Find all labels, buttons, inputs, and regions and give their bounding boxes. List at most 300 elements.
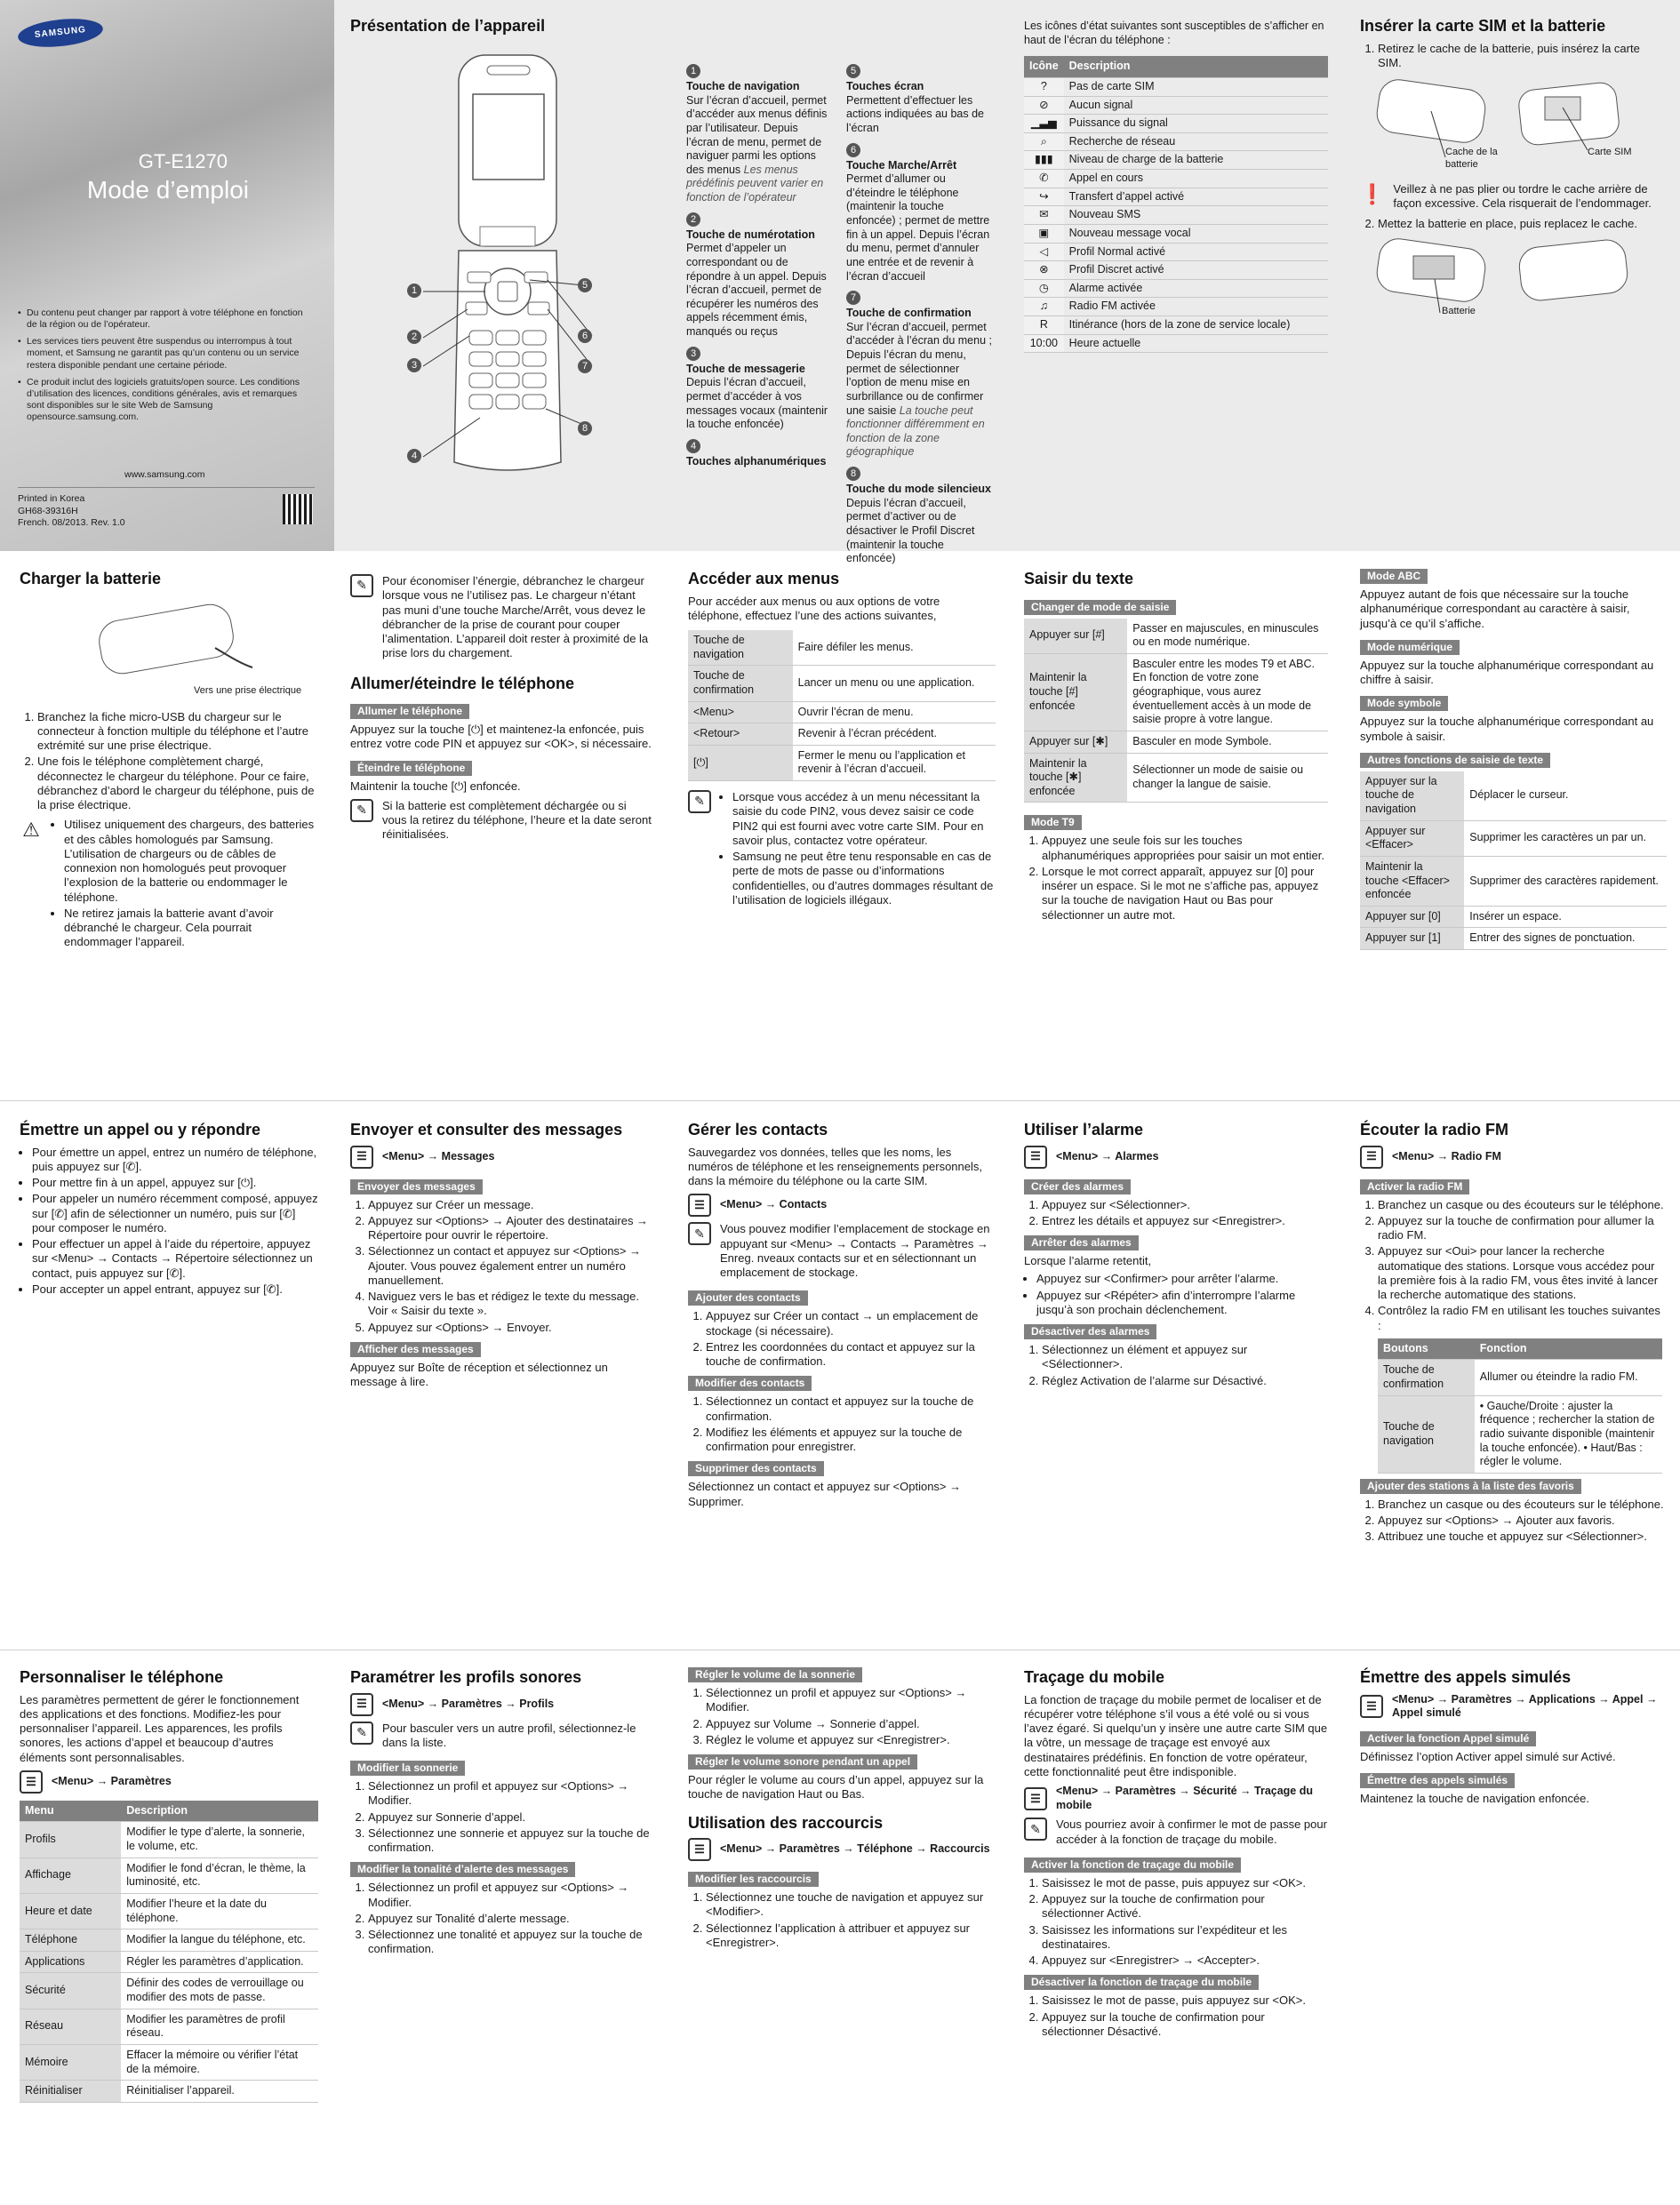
tracker-step: 2. Appuyez sur la touche de confirmation pour sélectionner Désactivé. xyxy=(1042,2010,1328,2040)
menu-icon: ☰ xyxy=(688,1838,711,1861)
key-name: Touche de messagerie xyxy=(686,362,805,375)
section-title: Utiliser l’alarme xyxy=(1024,1121,1144,1138)
key-description xyxy=(686,439,833,469)
status-icons-table xyxy=(1024,56,1328,353)
body-text: Lorsque l’alarme retentit, xyxy=(1024,1254,1152,1267)
menu-path xyxy=(1360,1693,1667,1721)
alarm-step: 1. Sélectionnez un élément et appuyez sur <Sélectionner>. xyxy=(1042,1343,1328,1372)
battery-illustration xyxy=(1360,233,1667,331)
volume-step: 3. Réglez le volume et appuyez sur <Enregistrer>. xyxy=(706,1733,996,1747)
charge-section xyxy=(20,569,318,957)
key-name: Touches écran xyxy=(846,80,924,92)
row-value: Ouvrir l’écran de menu. xyxy=(793,701,996,723)
status-icon: ⌕ xyxy=(1024,132,1064,151)
menu-row xyxy=(688,723,996,746)
radio-controls-table xyxy=(1378,1338,1662,1474)
subheading: Modifier la sonnerie xyxy=(350,1761,465,1776)
row-value: Passer en majuscules, en minuscules ou en mode numérique. xyxy=(1127,619,1328,654)
row-value: Supprimer des caractères rapidement. xyxy=(1464,856,1667,906)
send-step: 3. Sélectionnez un contact et appuyez sur <Options> → Ajouter. Vous pouvez également entrer un numéro manuellement. xyxy=(368,1244,652,1288)
icon-row xyxy=(1024,77,1328,96)
menu-path xyxy=(1360,1146,1667,1169)
key-number: 2 xyxy=(686,212,700,227)
note-icon: ✎ xyxy=(350,1722,373,1745)
energy-note xyxy=(350,574,652,661)
section-title: Allumer/éteindre le téléphone xyxy=(350,674,575,692)
tone-step: 3. Sélectionnez une tonalité et appuyez sur la touche de confirmation. xyxy=(368,1928,652,1957)
row-value: Réinitialiser l’appareil. xyxy=(121,2081,318,2103)
status-icon: R xyxy=(1024,316,1064,335)
body-text: Définissez l’option Activer appel simulé sur Activé. xyxy=(1360,1749,1616,1763)
subheading: Régler le volume de la sonnerie xyxy=(688,1667,862,1682)
favorite-step: 3. Attribuez une touche et appuyez sur <Sélectionner>. xyxy=(1378,1530,1667,1544)
note-icon: ✎ xyxy=(688,1222,711,1245)
menu-row xyxy=(688,630,996,666)
column-header: Fonction xyxy=(1475,1338,1662,1360)
body-text: Appuyez autant de fois que nécessaire sur la touche alphanumérique correspondant au caractère à saisir, jusqu’à ce qu’il s’affiche. xyxy=(1360,587,1630,630)
divider xyxy=(0,1100,1680,1101)
phone-drawing xyxy=(388,53,601,480)
menus-note xyxy=(688,790,996,909)
icon-description: Transfert d’appel activé xyxy=(1064,188,1328,206)
profiles-note xyxy=(350,1722,652,1751)
doc-code: GH68-39316H xyxy=(18,505,78,516)
menu-path xyxy=(20,1770,318,1794)
radio-step: 1. Branchez un casque ou des écouteurs sur le téléphone. xyxy=(1378,1198,1667,1212)
row-value: Fermer le menu ou l’application et revenir à l’écran d’accueil. xyxy=(793,745,996,780)
note-text: • Samsung ne peut être tenu responsable en cas de perte de mots de passe ou d’informations confidentielles, ou d’autres dommages résultant de l’utilisation de logiciels illégaux. xyxy=(732,850,996,907)
icon-row xyxy=(1024,132,1328,151)
callout-7: 7 xyxy=(578,359,592,373)
row-key: Touche de navigation xyxy=(1378,1395,1475,1473)
send-step: 4. Naviguez vers le bas et rédigez le texte du message. Voir « Saisir du texte ». xyxy=(368,1290,652,1319)
add-step: 1. Appuyez sur Créer un contact → un emplacement de stockage (si nécessaire). xyxy=(706,1309,996,1338)
settings-row xyxy=(20,2081,318,2103)
row-value: • Gauche/Droite : ajuster la fréquence ; rechercher la station de radio suivante disponible (maintenir la touche enfoncée). • Haut/Bas : régler le volume. xyxy=(1475,1395,1662,1473)
tracker-step: 1. Saisissez le mot de passe, puis appuyez sur <OK>. xyxy=(1042,1876,1328,1890)
personalize-section xyxy=(20,1667,318,2103)
path-text: <Menu> → Alarmes xyxy=(1056,1149,1159,1162)
favorite-step: 2. Appuyez sur <Options> → Ajouter aux favoris. xyxy=(1378,1514,1667,1528)
menu-icon: ☰ xyxy=(1360,1146,1383,1169)
menu-icon: ☰ xyxy=(1360,1695,1383,1718)
sim-section xyxy=(1360,16,1667,331)
cover-notice: • Ce produit inclut des logiciels gratuits/open source. Les conditions d’utilisation des licences, conditions générales, avis et remarques sont disponibles sur le site Web de Samsung opensource.samsung.com. xyxy=(18,377,311,424)
alarm-step: 2. Réglez Activation de l’alarme sur Désactivé. xyxy=(1042,1374,1328,1388)
radio-step: 4. Contrôlez la radio FM en utilisant les touches suivantes : xyxy=(1378,1304,1667,1333)
charger-drawing xyxy=(20,595,313,683)
charger-illustration xyxy=(20,595,318,705)
sim-step: 1. Retirez le cache de la batterie, puis insérez la carte SIM. xyxy=(1378,42,1667,71)
menus-table xyxy=(688,630,996,781)
path-text: <Menu> → Paramètres xyxy=(52,1774,172,1787)
battery-label: Batterie xyxy=(1442,305,1476,316)
note-icon: ✎ xyxy=(688,790,711,813)
row-value: Supprimer les caractères un par un. xyxy=(1464,820,1667,856)
shortcut-step: 2. Sélectionnez l’application à attribuer et appuyez sur <Enregistrer>. xyxy=(706,1921,996,1951)
callout-4: 4 xyxy=(407,449,421,463)
key-text: Depuis l’écran d’accueil, permet d’accéder à vos messages vocaux (maintenir la touche enfoncée) xyxy=(686,376,828,431)
icon-row xyxy=(1024,115,1328,133)
row-key: Sécurité xyxy=(20,1973,121,2009)
row-key: [⏻] xyxy=(688,745,793,780)
row-value: Basculer en mode Symbole. xyxy=(1127,731,1328,753)
text-function-row xyxy=(1360,820,1667,856)
row-key: Profils xyxy=(20,1822,121,1857)
tone-step: 1. Sélectionnez un profil et appuyez sur <Options> → Modifier. xyxy=(368,1881,652,1910)
divider xyxy=(18,487,315,488)
subheading: Mode symbole xyxy=(1360,696,1448,711)
status-icon: ✆ xyxy=(1024,170,1064,188)
row-key: Mémoire xyxy=(20,2044,121,2080)
settings-row xyxy=(20,1951,318,1973)
row-key: Appuyer sur [1] xyxy=(1360,928,1464,950)
text-modes-section xyxy=(1360,569,1667,950)
settings-table xyxy=(20,1801,318,2103)
icon-row xyxy=(1024,298,1328,316)
row-key: Maintenir la touche <Effacer> enfoncée xyxy=(1360,856,1464,906)
body-text: Pour régler le volume au cours d’un appel, appuyez sur la touche de navigation Haut ou Bas. xyxy=(688,1773,984,1802)
radio-control-row xyxy=(1378,1395,1662,1473)
status-icon: ♫ xyxy=(1024,298,1064,316)
battery-drawing xyxy=(1360,233,1662,331)
subheading: Régler le volume sonore pendant un appel xyxy=(688,1754,917,1770)
send-step: 5. Appuyez sur <Options> → Envoyer. xyxy=(368,1321,652,1335)
row-key: <Menu> xyxy=(688,701,793,723)
favorite-step: 1. Branchez un casque ou des écouteurs sur le téléphone. xyxy=(1378,1498,1667,1512)
row-value: Modifier le fond d’écran, le thème, la luminosité, etc. xyxy=(121,1857,318,1893)
row-key: Maintenir la touche [✱] enfoncée xyxy=(1024,753,1127,803)
subheading: Activer la fonction Appel simulé xyxy=(1360,1731,1536,1746)
subheading: Mode ABC xyxy=(1360,569,1428,584)
samsung-logo: SAMSUNG xyxy=(17,15,105,51)
section-title: Utilisation des raccourcis xyxy=(688,1813,884,1832)
note-icon: ✎ xyxy=(350,799,373,822)
radio-step: 3. Appuyez sur <Oui> pour lancer la recherche automatique des stations. Lorsque vous accédez pour la première fois à la radio FM, vous êtes invité à lancer la recherche automatique des stations. xyxy=(1378,1244,1667,1302)
icon-description: Profil Normal activé xyxy=(1064,243,1328,261)
text-function-row xyxy=(1360,856,1667,906)
row-value: Insérer un espace. xyxy=(1464,906,1667,928)
row-key: Appuyer sur la touche de navigation xyxy=(1360,771,1464,820)
settings-row xyxy=(20,1893,318,1929)
key-name: Touche de navigation xyxy=(686,80,800,92)
keys-column-1 xyxy=(686,64,833,475)
icon-description: Itinérance (hors de la zone de service locale) xyxy=(1064,316,1328,335)
key-description xyxy=(846,291,993,459)
callout-1: 1 xyxy=(407,284,421,298)
settings-row xyxy=(20,2009,318,2044)
subheading: Mode numérique xyxy=(1360,640,1460,655)
note-text: Pour basculer vers un autre profil, sélectionnez-le dans la liste. xyxy=(382,1721,636,1749)
key-text: Permet d’appeler un correspondant ou de répondre à un appel. Depuis l’écran d’accueil, permet de récupérer les numéros des appels récemment émis, manqués ou reçus xyxy=(686,242,827,338)
alarm-section xyxy=(1024,1120,1328,1390)
call-instruction: • Pour mettre fin à un appel, appuyez sur [⏻]. xyxy=(32,1176,318,1190)
warning-note xyxy=(1360,182,1667,212)
text-function-row xyxy=(1360,906,1667,928)
icon-row xyxy=(1024,170,1328,188)
icon-row xyxy=(1024,151,1328,170)
profiles-section xyxy=(350,1667,652,1959)
icons-intro: Les icônes d’état suivantes sont susceptibles de s’afficher en haut de l’écran du téléphone : xyxy=(1024,20,1324,46)
key-name: Touche de numérotation xyxy=(686,228,815,241)
sim-illustration xyxy=(1360,72,1667,177)
settings-row xyxy=(20,1857,318,1893)
section-title: Présentation de l’appareil xyxy=(350,17,546,35)
section-title: Accéder aux menus xyxy=(688,570,840,587)
menu-icon: ☰ xyxy=(350,1146,373,1169)
radio-step: 2. Appuyez sur la touche de confirmation pour allumer la radio FM. xyxy=(1378,1214,1667,1243)
input-mode-row xyxy=(1024,753,1328,803)
key-number: 1 xyxy=(686,64,700,78)
phone-illustration xyxy=(388,53,601,480)
call-instruction: • Pour accepter un appel entrant, appuyez sur [✆]. xyxy=(32,1282,318,1297)
text-function-row xyxy=(1360,771,1667,820)
row-value: Entrer des signes de ponctuation. xyxy=(1464,928,1667,950)
ringtone-step: 1. Sélectionnez un profil et appuyez sur <Options> → Modifier. xyxy=(368,1779,652,1809)
subheading: Modifier les raccourcis xyxy=(688,1872,819,1887)
cover-notice: • Les services tiers peuvent être suspendus ou interrompus à tout moment, et Samsung ne garantit pas qu’un contenu ou un service restera disponible pendant une certaine période. xyxy=(18,336,311,371)
edit-step: 2. Modifiez les éléments et appuyez sur la touche de confirmation pour enregistrer. xyxy=(706,1426,996,1455)
key-number: 7 xyxy=(846,291,860,305)
warning-icon: ❗ xyxy=(1360,183,1385,205)
status-icon: ✉ xyxy=(1024,206,1064,225)
edit-step: 1. Sélectionnez un contact et appuyez sur la touche de confirmation. xyxy=(706,1394,996,1424)
key-number: 5 xyxy=(846,64,860,78)
icon-description: Appel en cours xyxy=(1064,170,1328,188)
ringtone-step: 3. Sélectionnez une sonnerie et appuyez sur la touche de confirmation. xyxy=(368,1826,652,1856)
ringtone-step: 2. Appuyez sur Sonnerie d’appel. xyxy=(368,1810,652,1825)
input-mode-row xyxy=(1024,653,1328,731)
messages-section xyxy=(350,1120,652,1393)
add-step: 2. Entrez les coordonnées du contact et appuyez sur la touche de confirmation. xyxy=(706,1340,996,1370)
row-key: Téléphone xyxy=(20,1929,121,1952)
section-title: Personnaliser le téléphone xyxy=(20,1668,224,1686)
key-description xyxy=(686,347,833,432)
presentation-section xyxy=(350,16,990,42)
shortcut-step: 1. Sélectionnez une touche de navigation et appuyez sur <Modifier>. xyxy=(706,1890,996,1920)
section-title: Écouter la radio FM xyxy=(1360,1121,1509,1138)
body-text: Appuyez sur la touche [⏻] et maintenez-la enfoncée, puis entrez votre code PIN et appuyez sur <OK>, si nécessaire. xyxy=(350,723,652,751)
menu-icon: ☰ xyxy=(1024,1787,1047,1810)
icon-row xyxy=(1024,334,1328,353)
icon-description: Niveau de charge de la batterie xyxy=(1064,151,1328,170)
icon-description: Profil Discret activé xyxy=(1064,261,1328,280)
warning-note xyxy=(20,818,318,951)
sim-step: 2. Mettez la batterie en place, puis replacez le cache. xyxy=(1378,217,1667,231)
body-text: Maintenez la touche de navigation enfoncée. xyxy=(1360,1792,1590,1805)
subheading: Changer de mode de saisie xyxy=(1024,600,1176,615)
menu-icon: ☰ xyxy=(1024,1146,1047,1169)
icon-row xyxy=(1024,188,1328,206)
icon-description: Pas de carte SIM xyxy=(1064,77,1328,96)
status-icon: ▣ xyxy=(1024,224,1064,243)
body-text: Les paramètres permettent de gérer le fonctionnement des applications et des fonctions. Modifiez-les pour personnaliser l’appareil. Les apparences, les profils sonores, les actions d’appel et beaucoup d’autres éléments sont personnalisables. xyxy=(20,1692,300,1764)
subheading: Ajouter des contacts xyxy=(688,1290,808,1306)
input-mode-row xyxy=(1024,731,1328,753)
subheading: Émettre des appels simulés xyxy=(1360,1773,1515,1788)
row-value: Régler les paramètres d’application. xyxy=(121,1951,318,1973)
text-function-row xyxy=(1360,928,1667,950)
subheading: Modifier la tonalité d’alerte des messages xyxy=(350,1862,575,1877)
icon-description: Radio FM activée xyxy=(1064,298,1328,316)
row-key: Réseau xyxy=(20,2009,121,2044)
warning-triangle-icon: ⚠ xyxy=(22,819,40,842)
path-text: <Menu> → Messages xyxy=(382,1149,495,1162)
menu-icon: ☰ xyxy=(350,1693,373,1716)
status-icon: ▮▮▮ xyxy=(1024,151,1064,170)
status-icons-section xyxy=(1024,20,1328,353)
key-note: La touche peut fonctionner différemment en fonction de la zone géographique xyxy=(846,403,985,459)
cover-label: Cache de la batterie xyxy=(1445,147,1498,170)
settings-row xyxy=(20,1929,318,1952)
path-text: <Menu> → Paramètres → Sécurité → Traçage du mobile xyxy=(1056,1785,1314,1811)
path-text: <Menu> → Contacts xyxy=(720,1198,828,1211)
power-section xyxy=(350,569,652,848)
tracker-note xyxy=(1024,1818,1328,1847)
icon-description: Aucun signal xyxy=(1064,96,1328,115)
key-name: Touche du mode silencieux xyxy=(846,483,991,495)
icon-description: Puissance du signal xyxy=(1064,115,1328,133)
menu-path xyxy=(350,1146,652,1169)
tracker-step: 2. Appuyez sur la touche de confirmation pour sélectionner Activé. xyxy=(1042,1892,1328,1921)
path-text: <Menu> → Paramètres → Téléphone → Raccourcis xyxy=(720,1842,990,1856)
fake-call-section xyxy=(1360,1667,1667,1810)
row-value: Allumer ou éteindre la radio FM. xyxy=(1475,1360,1662,1395)
menu-path xyxy=(688,1838,996,1861)
callout-3: 3 xyxy=(407,358,421,372)
row-value: Faire défiler les menus. xyxy=(793,630,996,666)
subheading: Désactiver des alarmes xyxy=(1024,1324,1156,1339)
row-value: Sélectionner un mode de saisie ou changer la langue de saisie. xyxy=(1127,753,1328,803)
alarm-step: 2. Entrez les détails et appuyez sur <Enregistrer>. xyxy=(1042,1214,1328,1228)
body-text: Pour accéder aux menus ou aux options de votre téléphone, effectuez l’une des actions suivantes, xyxy=(688,594,940,622)
plug-label: Vers une prise électrique xyxy=(194,684,302,696)
volume-step: 2. Appuyez sur Volume → Sonnerie d’appel. xyxy=(706,1717,996,1731)
column-header: Description xyxy=(121,1801,318,1822)
status-icon: ▁▃▅ xyxy=(1024,115,1064,133)
status-icon: ↪ xyxy=(1024,188,1064,206)
section-title: Envoyer et consulter des messages xyxy=(350,1121,623,1138)
row-key: Applications xyxy=(20,1951,121,1973)
key-name: Touche Marche/Arrêt xyxy=(846,158,957,172)
radio-section xyxy=(1360,1120,1667,1546)
key-text: Sur l’écran d’accueil, permet d’accéder aux menus définis par l’utilisateur. Depuis l’écran de menu, permet de naviguer parmi les options des menus xyxy=(686,93,828,176)
call-instruction: • Pour émettre un appel, entrez un numéro de téléphone, puis appuyez sur [✆]. xyxy=(32,1146,318,1175)
t9-step: 1. Appuyez une seule fois sur les touches alphanumériques appropriées pour saisir un mot entier. xyxy=(1042,834,1328,863)
input-mode-table xyxy=(1024,619,1328,803)
status-icon: ◷ xyxy=(1024,279,1064,298)
note-text: Pour économiser l’énergie, débranchez le chargeur lorsque vous ne l’utilisez pas. Le chargeur n’étant pas muni d’une touche Marche/Arrêt, vous devez le débrancher de la prise de courant pour couper l’alimentation. L’appareil doit rester à proximité de la prise lors du chargement. xyxy=(382,574,649,660)
key-text: Depuis l’écran d’accueil, permet d’activer ou de désactiver le Profil Discret (maintenir la touche enfoncée) xyxy=(846,496,975,565)
keys-column-2 xyxy=(846,64,993,573)
body-text: Sauvegardez vos données, telles que les noms, les numéros de téléphone et les renseignements personnels, dans la mémoire du téléphone ou la carte SIM. xyxy=(688,1145,982,1187)
icon-description: Alarme activée xyxy=(1064,279,1328,298)
icon-description: Heure actuelle xyxy=(1064,334,1328,353)
body-text: Appuyez sur la touche alphanumérique correspondant au symbole à saisir. xyxy=(1360,715,1654,743)
key-name: Touches alphanumériques xyxy=(686,454,827,467)
menu-path xyxy=(350,1693,652,1716)
subheading: Afficher des messages xyxy=(350,1342,481,1357)
subheading: Créer des alarmes xyxy=(1024,1179,1131,1194)
key-number: 3 xyxy=(686,347,700,361)
contacts-note xyxy=(688,1222,996,1280)
row-value: Modifier les paramètres de profil réseau. xyxy=(121,2009,318,2044)
icon-row xyxy=(1024,224,1328,243)
section-title: Émettre un appel ou y répondre xyxy=(20,1121,261,1138)
row-value: Lancer un menu ou une application. xyxy=(793,666,996,701)
alarm-instruction: • Appuyez sur <Répéter> afin d’interrompre l’alarme jusqu’à son prochain déclenchement. xyxy=(1036,1289,1328,1318)
status-icon: ◁ xyxy=(1024,243,1064,261)
subheading: Ajouter des stations à la liste des favoris xyxy=(1360,1479,1581,1494)
cover-notice: • Du contenu peut changer par rapport à votre téléphone en fonction de la région ou de l’opérateur. xyxy=(18,308,311,331)
tracker-step: 3. Saisissez les informations sur l’expéditeur et les destinataires. xyxy=(1042,1923,1328,1953)
settings-row xyxy=(20,2044,318,2080)
icon-row xyxy=(1024,316,1328,335)
menu-icon: ☰ xyxy=(688,1194,711,1217)
charge-step: 2. Une fois le téléphone complètement chargé, déconnectez le chargeur du téléphone. Pour ce faire, débranchez d’abord le chargeur du téléphone, puis de la prise électrique. xyxy=(37,755,318,812)
send-step: 2. Appuyez sur <Options> → Ajouter des destinataires → Répertoire pour ouvrir le répertoire. xyxy=(368,1214,652,1243)
key-number: 8 xyxy=(846,467,860,481)
key-text: Sur l’écran d’accueil, permet d’accéder à l’écran du menu ; Depuis l’écran du menu, permet de sélectionner l’option de menu mise en surbrillance ou de confirmer une saisie xyxy=(846,320,992,417)
icon-row xyxy=(1024,206,1328,225)
printed-in: Printed in Korea xyxy=(18,493,85,504)
path-text: <Menu> → Radio FM xyxy=(1392,1149,1501,1162)
alarm-step: 1. Appuyez sur <Sélectionner>. xyxy=(1042,1198,1328,1212)
row-key: Touche de navigation xyxy=(688,630,793,666)
cover-notices xyxy=(18,308,311,428)
cover-panel xyxy=(0,0,334,551)
tracker-step: 1. Saisissez le mot de passe, puis appuyez sur <OK>. xyxy=(1042,1993,1328,2008)
row-key: Heure et date xyxy=(20,1893,121,1929)
row-value: Effacer la mémoire ou vérifier l’état de la mémoire. xyxy=(121,2044,318,2080)
tone-step: 2. Appuyez sur Tonalité d’alerte message. xyxy=(368,1912,652,1926)
callout-5: 5 xyxy=(578,278,592,292)
section-title: Paramétrer les profils sonores xyxy=(350,1668,582,1686)
icon-row xyxy=(1024,261,1328,280)
subheading: Modifier des contacts xyxy=(688,1376,812,1391)
section-title: Charger la batterie xyxy=(20,570,162,587)
send-step: 1. Appuyez sur Créer un message. xyxy=(368,1198,652,1212)
status-icon: ⊗ xyxy=(1024,261,1064,280)
subheading: Envoyer des messages xyxy=(350,1179,483,1194)
tracker-step: 4. Appuyez sur <Enregistrer> → <Accepter>. xyxy=(1042,1953,1328,1968)
key-description xyxy=(686,212,833,340)
subheading: Arrêter des alarmes xyxy=(1024,1235,1139,1250)
section-title: Saisir du texte xyxy=(1024,570,1134,587)
section-title: Émettre des appels simulés xyxy=(1360,1668,1572,1686)
settings-row xyxy=(20,1822,318,1857)
row-key: Touche de confirmation xyxy=(688,666,793,701)
t9-step: 2. Lorsque le mot correct apparaît, appuyez sur [0] pour insérer un espace. Si le mot ne s’affiche pas, appuyez sur la touche de navigation Haut ou Bas pour sélectionner un autre mot. xyxy=(1042,865,1328,923)
menu-icon: ☰ xyxy=(20,1770,43,1794)
column-header: Icône xyxy=(1024,56,1064,77)
subheading: Désactiver la fonction de traçage du mobile xyxy=(1024,1975,1259,1990)
note-text: Vous pouvez modifier l’emplacement de stockage en appuyant sur <Menu> → Contacts → Paramètres → Enreg. nveaux contacts sur et en sélectionnant un emplacement de stockage. xyxy=(720,1222,990,1279)
model-number: GT-E1270 xyxy=(138,150,228,172)
other-functions-table xyxy=(1360,771,1667,950)
status-icon: ⊘ xyxy=(1024,96,1064,115)
warning-text: • Ne retirez jamais la batterie avant d’avoir débranché le chargeur. Cela pourrait endommager l’appareil. xyxy=(64,907,318,950)
icon-row xyxy=(1024,279,1328,298)
menu-path xyxy=(1024,1785,1328,1812)
qr-code-icon xyxy=(283,494,313,524)
row-key: Maintenir la touche [#] enfoncée xyxy=(1024,653,1127,731)
key-number: 4 xyxy=(686,439,700,453)
calls-section xyxy=(20,1120,318,1298)
menu-row xyxy=(688,666,996,701)
contacts-section xyxy=(688,1120,996,1513)
row-key: Touche de confirmation xyxy=(1378,1360,1475,1395)
